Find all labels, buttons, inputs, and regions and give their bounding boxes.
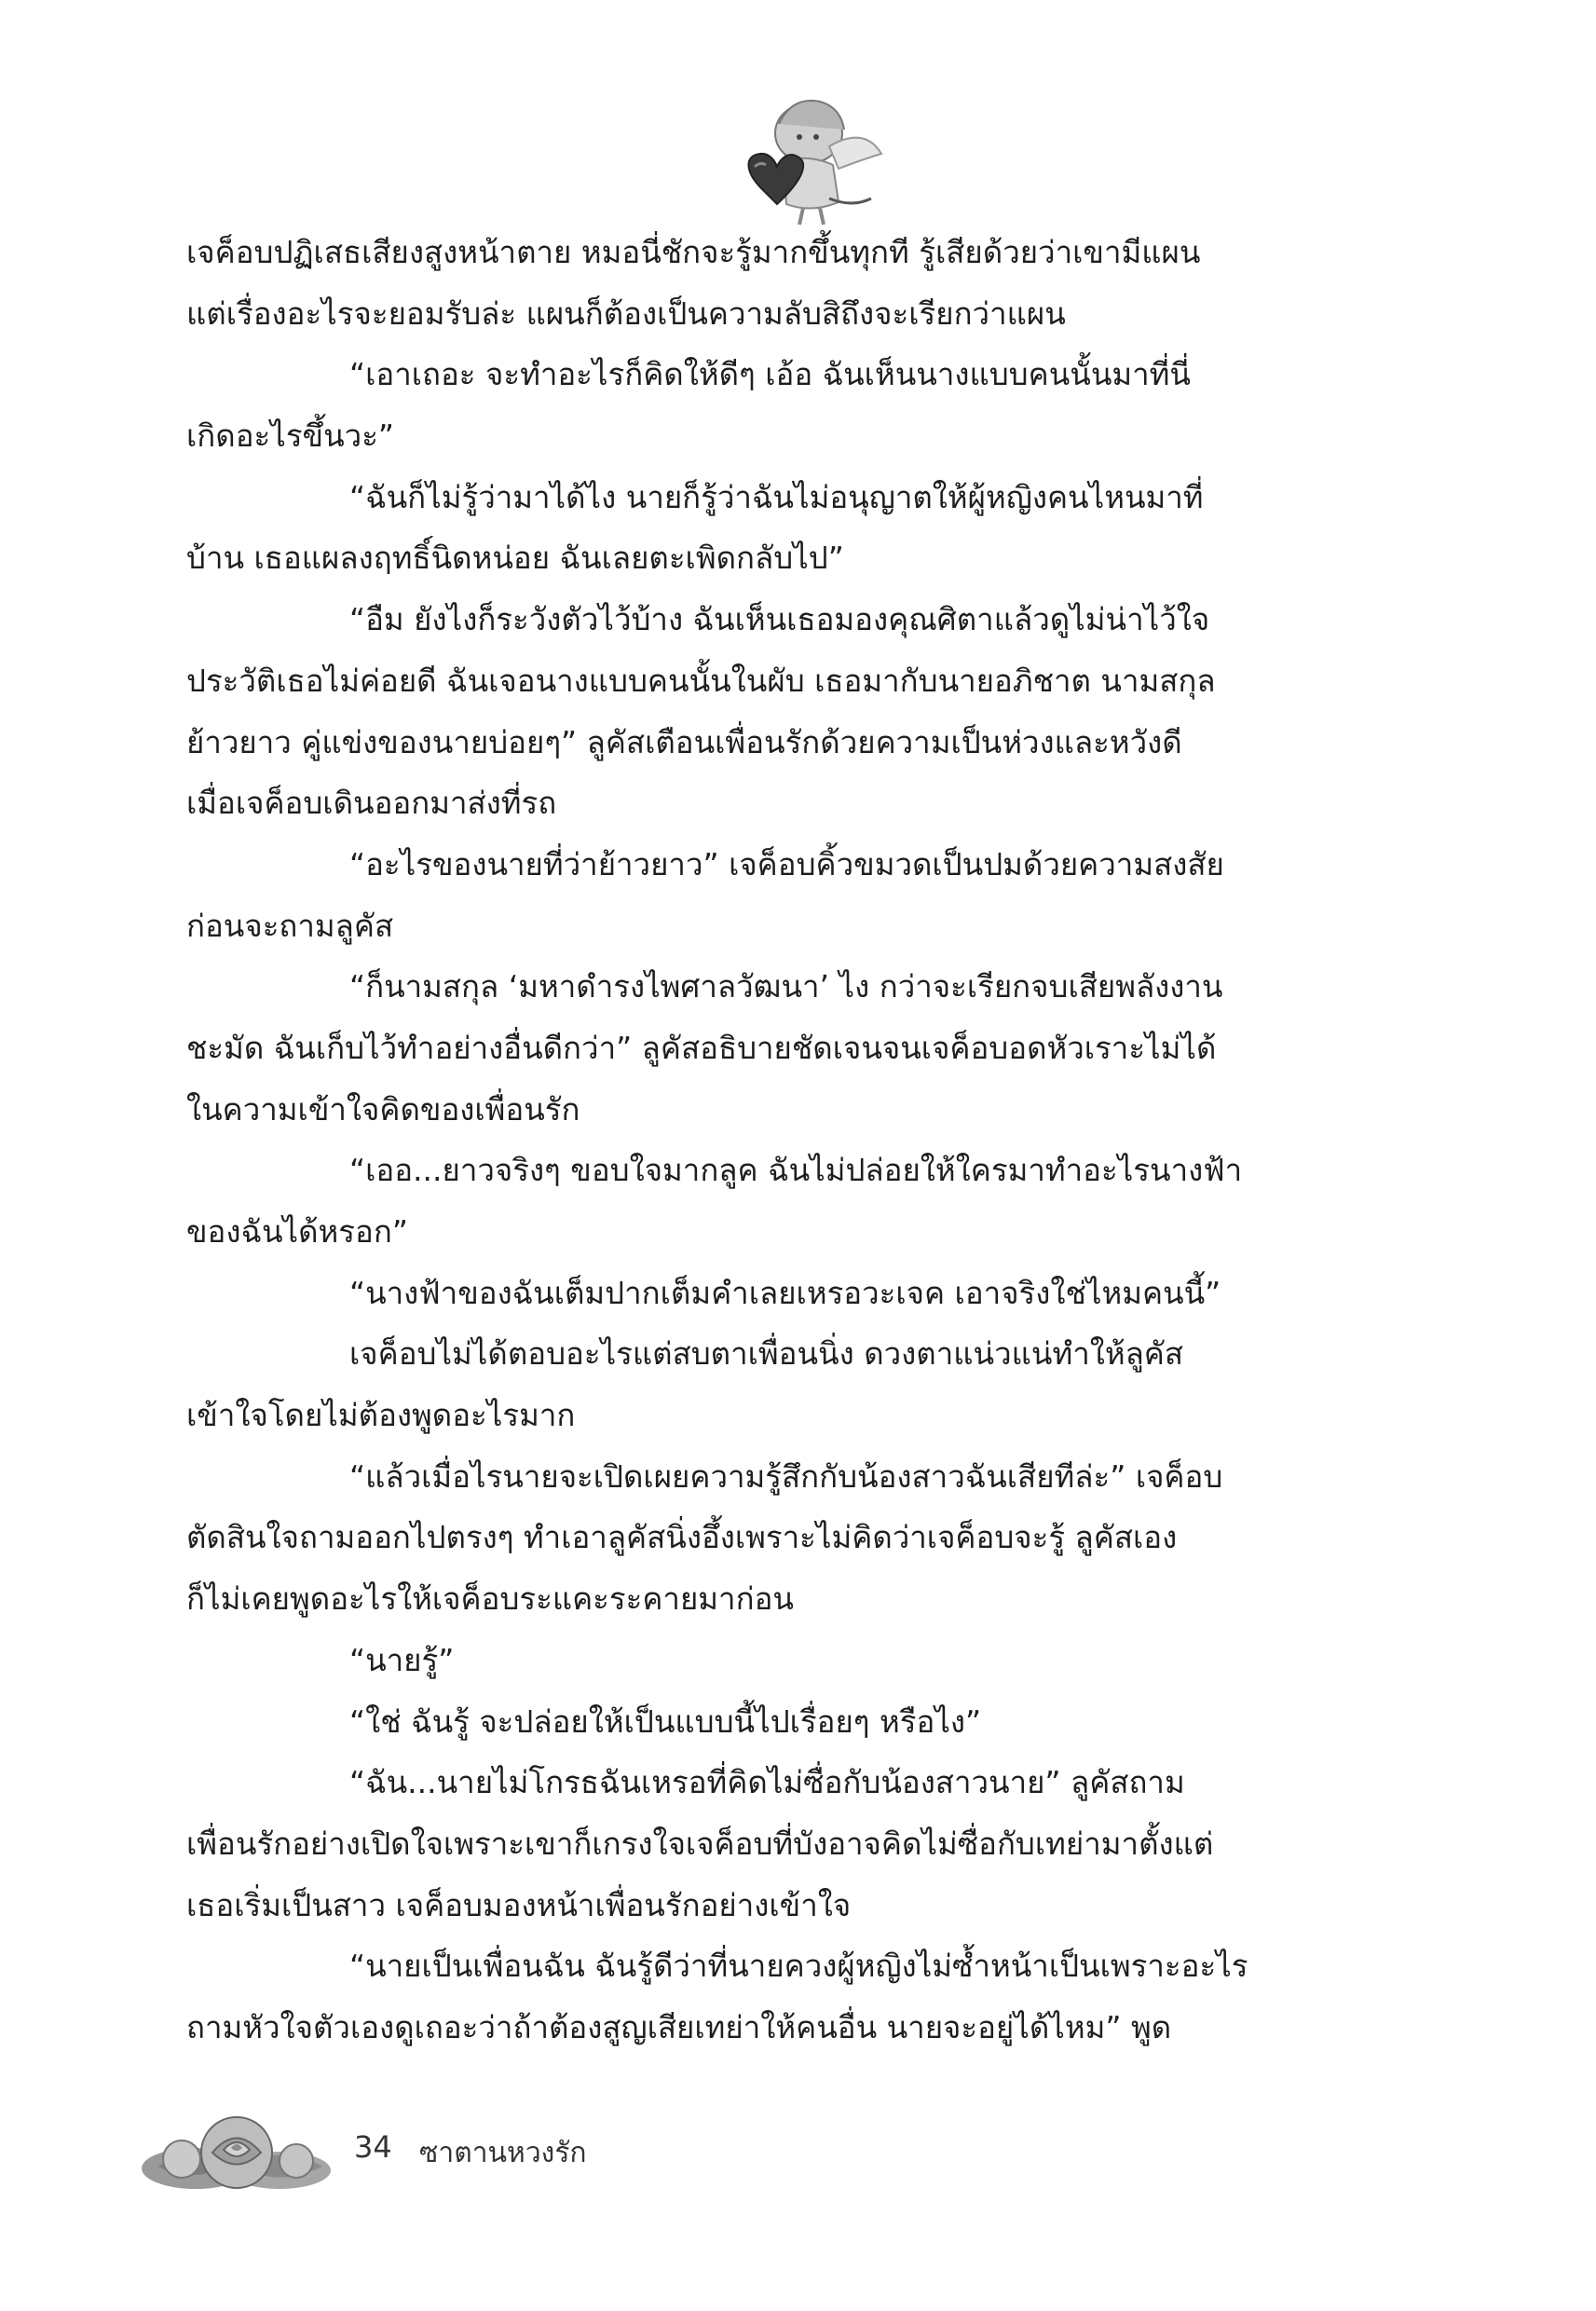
text-line: “ฉันก็ไม่รู้ว่ามาได้ไง นายก็รู้ว่าฉันไม่อนุญาตให้ผู้หญิงคนไหนมาที่ [349, 478, 1204, 515]
book-title: ซาตานหวงรัก [419, 2137, 587, 2169]
text-line: เจค็อบไม่ได้ตอบอะไรแต่สบตาเพื่อนนิ่ง ดวงตาแน่วแน่ทำให้ลูคัส [349, 1335, 1184, 1373]
text-line: ย้าวยาว คู่แข่งของนายบ่อยๆ” ลูคัสเตือนเพื่อนรักด้วยความเป็นห่วงและหวังดี [186, 723, 1182, 760]
rose-icon [140, 2101, 335, 2204]
text-line: ถามหัวใจตัวเองดูเถอะว่าถ้าต้องสูญเสียเทย่าให้คนอื่น นายจะอยู่ได้ไหม” พูด [186, 2008, 1172, 2045]
text-line: “อะไรของนายที่ว่าย้าวยาว” เจค็อบคิ้วขมวดเป็นปมด้วยความสงสัย [349, 845, 1224, 882]
text-line: ก็ไม่เคยพูดอะไรให้เจค็อบระแคะระคายมาก่อน [186, 1580, 794, 1618]
text-line: เพื่อนรักอย่างเปิดใจเพราะเขาก็เกรงใจเจค็อบที่บังอาจคิดไม่ซื่อกับเทย่ามาตั้งแต่ [186, 1825, 1214, 1862]
text-line: เมื่อเจค็อบเดินออกมาส่งที่รถ [186, 785, 557, 822]
text-line: “ฉัน...นายไม่โกรธฉันเหรอที่คิดไม่ซื่อกับน้องสาวนาย” ลูคัสถาม [349, 1764, 1185, 1801]
text-line: ชะมัด ฉันเก็บไว้ทำอย่างอื่นดีกว่า” ลูคัสอธิบายชัดเจนจนเจค็อบอดหัวเราะไม่ได้ [186, 1029, 1217, 1066]
text-line: “แล้วเมื่อไรนายจะเปิดเผยความรู้สึกกับน้องสาวฉันเสียทีล่ะ” เจค็อบ [349, 1457, 1223, 1495]
text-line: เจค็อบปฏิเสธเสียงสูงหน้าตาย หมอนี่ชักจะรู้มากขึ้นทุกที รู้เสียด้วยว่าเขามีแผน [186, 234, 1201, 270]
text-line: “นายเป็นเพื่อนฉัน ฉันรู้ดีว่าที่นายควงผู้หญิงไม่ซ้ำหน้าเป็นเพราะอะไร [349, 1948, 1248, 1985]
cupid-heart-icon [689, 89, 894, 228]
text-line: “อืม ยังไงก็ระวังตัวไว้บ้าง ฉันเห็นเธอมองคุณศิตาแล้วดูไม่น่าไว้ใจ [349, 601, 1210, 638]
text-line: “เอาเถอะ จะทำอะไรก็คิดให้ดีๆ เอ้อ ฉันเห็นนางแบบคนนั้นมาที่นี่ [349, 356, 1191, 393]
text-line: ของฉันได้หรอก” [186, 1213, 408, 1250]
text-line: เกิดอะไรขึ้นวะ” [186, 417, 395, 455]
text-line: เข้าใจโดยไม่ต้องพูดอะไรมาก [186, 1397, 576, 1434]
text-line: เธอเริ่มเป็นสาว เจค็อบมองหน้าเพื่อนรักอย่างเข้าใจ [186, 1886, 852, 1923]
text-line: แต่เรื่องอะไรจะยอมรับล่ะ แผนก็ต้องเป็นความลับสิถึงจะเรียกว่าแผน [186, 294, 1066, 332]
text-line: บ้าน เธอแผลงฤทธิ์นิดหน่อย ฉันเลยตะเพิดกลับไป” [186, 540, 844, 577]
text-line: “นายรู้” [349, 1641, 455, 1678]
text-line: “นางฟ้าของฉันเต็มปากเต็มคำเลยเหรอวะเจค เอาจริงใช่ไหมคนนี้” [349, 1274, 1221, 1311]
page-number: 34 [354, 2129, 392, 2165]
text-line: ก่อนจะถามลูคัส [186, 907, 394, 944]
text-line: “เออ...ยาวจริงๆ ขอบใจมากลูค ฉันไม่ปล่อยให้ใครมาทำอะไรนางฟ้า [349, 1152, 1243, 1189]
text-line: ในความเข้าใจคิดของเพื่อนรัก [186, 1090, 580, 1128]
text-line: “ก็นามสกุล ‘มหาดำรงไพศาลวัฒนา’ ไง กว่าจะเรียกจบเสียพลังงาน [349, 968, 1223, 1005]
body-text [186, 222, 1388, 2058]
text-line: ตัดสินใจถามออกไปตรงๆ ทำเอาลูคัสนิ่งอึ้งเพราะไม่คิดว่าเจค็อบจะรู้ ลูคัสเอง [186, 1519, 1178, 1556]
text-line: “ใช่ ฉันรู้ จะปล่อยให้เป็นแบบนี้ไปเรื่อยๆ หรือไง” [349, 1702, 982, 1740]
page-footer [140, 2101, 792, 2204]
text-line: ประวัติเธอไม่ค่อยดี ฉันเจอนางแบบคนนั้นในผับ เธอมากับนายอภิชาต นามสกุล [186, 662, 1216, 699]
